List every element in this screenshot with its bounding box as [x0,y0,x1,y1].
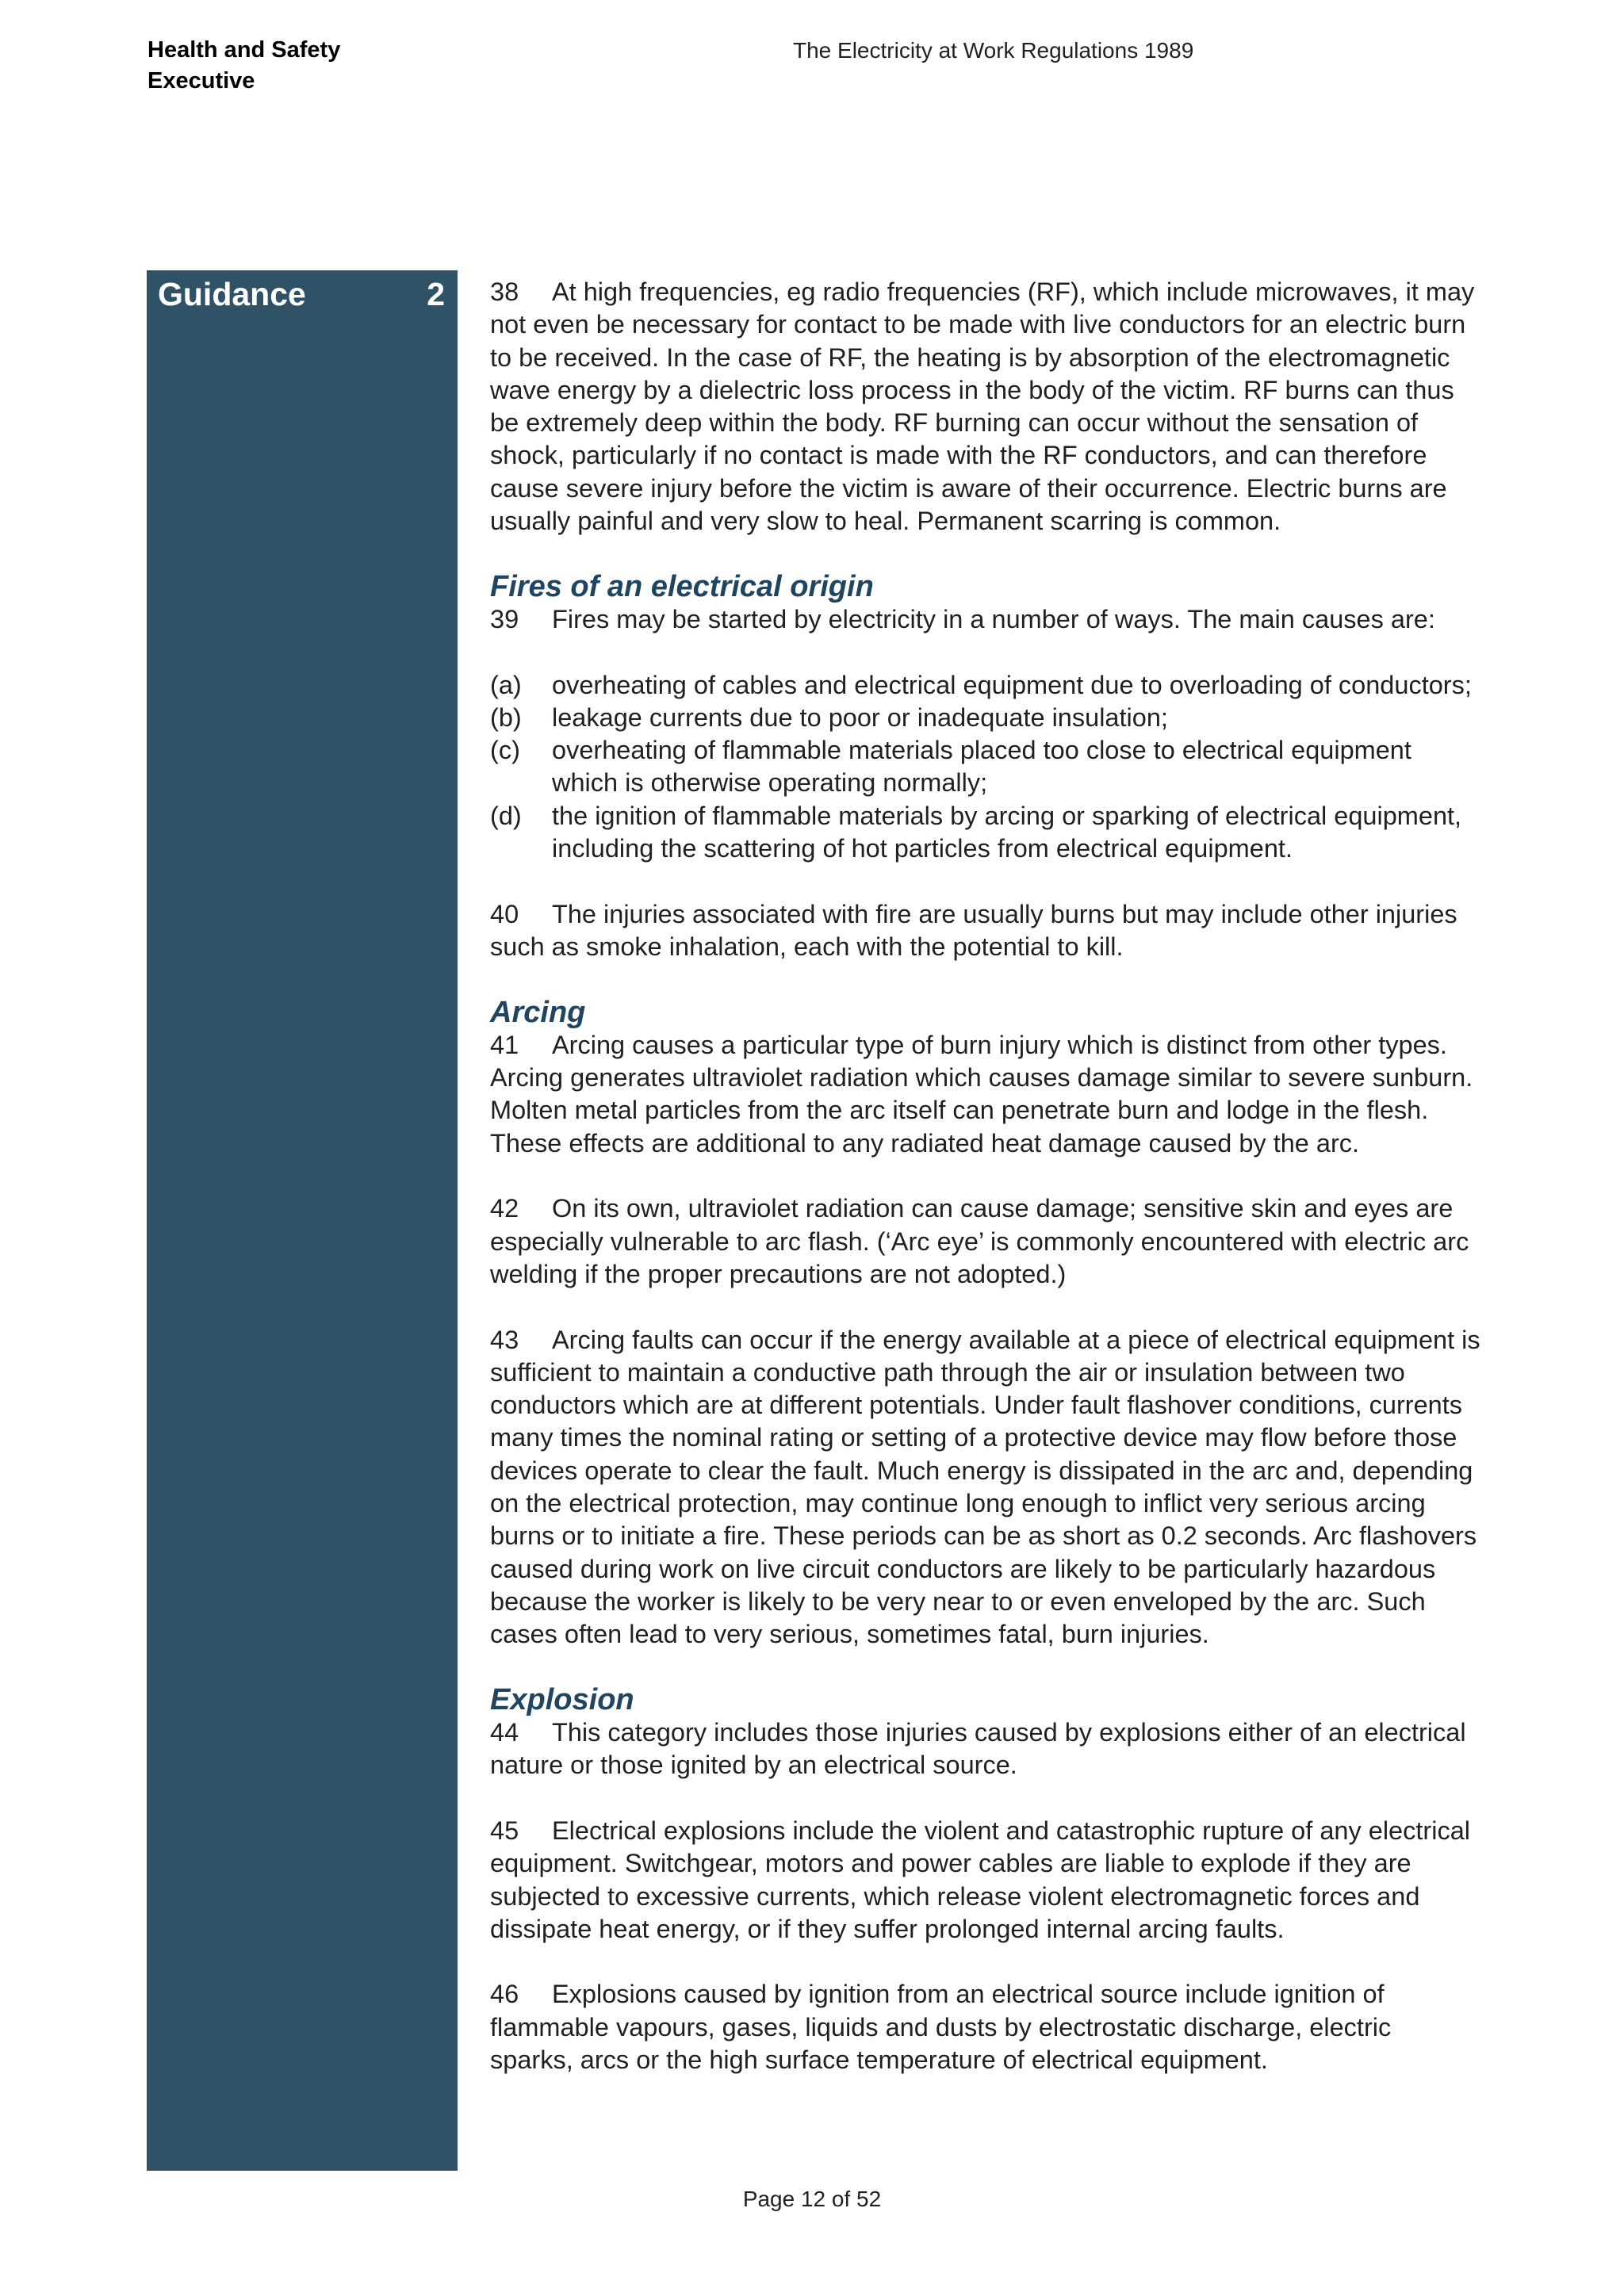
paragraph-text: Fires may be started by electricity in a number of ways. The main causes are: [552,604,1435,633]
paragraph-42 [490,1192,1481,1291]
paragraph-text: Electrical explosions include the violent and catastrophic rupture of any electrical equipment. Switchgear, motors and power cables are liable to explode if they are subjected to excessive currents, which release violent electromagnetic forces and dissipate heat energy, or if they suffer prolonged internal arcing faults. [490,1816,1470,1943]
list-marker: (d) [490,801,522,830]
paragraph-text: Arcing causes a particular type of burn injury which is distinct from other types. Arcing generates ultraviolet radiation which causes damage similar to severe sunburn. Molten metal particles from the arc itself can penetrate burn and lodge in the flesh. These effects are additional to any radiated heat damage caused by the arc. [490,1030,1473,1158]
list-item-text: the ignition of flammable materials by arcing or sparking of electrical equipment, including the scattering of hot particles from electrical equipment. [552,801,1462,863]
paragraph-number: 45 [490,1816,519,1845]
paragraph-45 [490,1815,1481,1946]
section-heading-arcing: Arcing [490,995,586,1029]
paragraph-text: Explosions caused by ignition from an electrical source include ignition of flammable vapours, gases, liquids and dusts by electrostatic discharge, electric sparks, arcs or the high surface temperature of electrical equipment. [490,1980,1392,2075]
paragraph-text: On its own, ultraviolet radiation can cause damage; sensitive skin and eyes are especially vulnerable to arc flash. (‘Arc eye’ is commonly encountered with electric arc welding if the proper precautions are not adopted.) [490,1194,1469,1288]
guidance-sidebar [147,270,458,2171]
paragraph-41 [490,1029,1481,1160]
paragraph-text: This category includes those injuries caused by explosions either of an electrical nature or those ignited by an electrical source. [490,1718,1466,1780]
paragraph-39 [490,603,1481,636]
document-title: The Electricity at Work Regulations 1989 [793,38,1194,63]
page-number: Page 12 of 52 [742,2187,882,2211]
list-item [490,800,1481,866]
paragraph-44 [490,1716,1481,1782]
paragraph-text: At high frequencies, eg radio frequencies (RF), which include microwaves, it may not even be necessary for contact to be made with live conductors for an electric burn to be received. In the case of RF, the heating is by absorption of the electromagnetic wave energy by a dielectric loss process in the body of the victim. RF burns can thus be extremely deep within the body. RF burning can occur without the sensation of shock, particularly if no contact is made with the RF conductors, and can therefore cause severe injury before the victim is aware of their occurrence. Electric burns are usually painful and very slow to heal. Permanent scarring is common. [490,277,1475,536]
main-content [490,276,1481,2076]
paragraph-number: 38 [490,277,519,306]
list-marker: (a) [490,670,522,699]
paragraph-number: 39 [490,604,519,633]
organization-name [147,35,401,97]
paragraph-38 [490,276,1481,538]
paragraph-number: 42 [490,1194,519,1223]
list-item [490,734,1481,800]
paragraph-43 [490,1324,1481,1651]
list-marker: (c) [490,736,520,765]
list-marker: (b) [490,702,522,732]
sidebar-label: Guidance [158,276,306,312]
paragraph-text: The injuries associated with fire are usually burns but may include other injuries such as smoke inhalation, each with the potential to kill. [490,899,1457,961]
paragraph-number: 40 [490,899,519,928]
paragraph-number: 44 [490,1718,519,1747]
sidebar-number: 2 [427,276,445,312]
paragraph-40 [490,898,1481,964]
paragraph-text: Arcing faults can occur if the energy available at a piece of electrical equipment is sufficient to maintain a conductive path through the air or insulation between two conductors which are at different potentials. Under fault flashover conditions, currents many times the nominal rating or setting of a protective device may flow before those devices operate to clear the fault. Much energy is dissipated in the arc and, depending on the electrical protection, may continue long enough to inflict very serious arcing burns or to initiate a fire. These periods can be as short as 0.2 seconds. Arc flashovers caused during work on live circuit conductors are likely to be particularly hazardous because the worker is likely to be very near to or even enveloped by the arc. Such cases often lead to very serious, sometimes fatal, burn injuries. [490,1325,1480,1649]
paragraph-number: 46 [490,1980,519,2009]
list-item-text: overheating of cables and electrical equipment due to overloading of conductors; [552,670,1472,699]
causes-list [490,669,1481,866]
paragraph-number: 41 [490,1030,519,1059]
paragraph-46 [490,1978,1481,2076]
section-heading-fires: Fires of an electrical origin [490,569,874,603]
list-item-text: leakage currents due to poor or inadequate insulation; [552,702,1168,732]
organization-name-text: Health and Safety Executive [147,37,341,94]
list-item [490,669,1481,702]
list-item [490,702,1481,734]
paragraph-number: 43 [490,1325,519,1354]
list-item-text: overheating of flammable materials placed too close to electrical equipment which is otherwise operating normally; [552,736,1411,798]
section-heading-explosion: Explosion [490,1682,634,1716]
